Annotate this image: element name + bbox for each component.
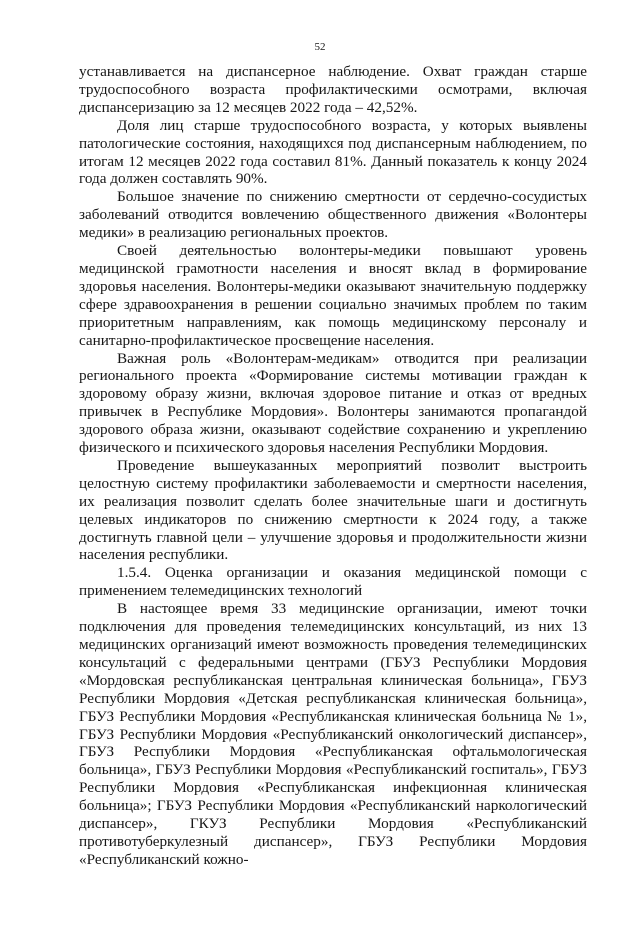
- paragraph: Доля лиц старше трудоспособного возраста, у которых выявлены патологические состояния, находящихся под диспансерным наблюдением, по итогам 12 месяцев 2022 года составил 81%. Данный показатель к концу 2024 года должен составлять 90%.: [79, 116, 587, 188]
- paragraph: Проведение вышеуказанных мероприятий позволит выстроить целостную систему профилактики заболеваемости и смертности населения, их реализация позволит сделать более значительные шаги и достигнуть целевых индикаторов по снижению смертности к 2024 году, а также достигнуть главной цели – улучшение здоровья и продолжительности жизни населения республики.: [79, 456, 587, 564]
- paragraph: Своей деятельностью волонтеры-медики повышают уровень медицинской грамотности населения и вносят вклад в формирование здоровья населения. Волонтеры-медики оказывают значительную поддержку сфере здравоохранения в решении социально значимых проблем по таким приоритетным направлениям, как помощь медицинскому персоналу и санитарно-профилактическое просвещение населения.: [79, 242, 587, 349]
- page-number: 52: [314, 41, 326, 53]
- paragraph: Большое значение по снижению смертности от сердечно-сосудистых заболеваний отводится вовлечению общественного движения «Волонтеры медики» в реализацию региональных проектов.: [79, 188, 587, 242]
- paragraph: 1.5.4. Оценка организации и оказания медицинской помощи с применением телемедицинских технологий: [79, 564, 587, 600]
- paragraph: устанавливается на диспансерное наблюдение. Охват граждан старше трудоспособного возраста профилактическими осмотрами, включая диспансеризацию за 12 месяцев 2022 года – 42,52%.: [79, 63, 587, 116]
- paragraph: Важная роль «Волонтерам-медикам» отводится при реализации регионального проекта «Формирование системы мотивации граждан к здоровому образу жизни, включая здоровое питание и отказ от вредных привычек в Республике Мордовия». Волонтеры занимаются пропагандой здорового образа жизни, оказывают содействие сохранению и укреплению физического и психического здоровья населения Республики Мордовия.: [79, 349, 587, 457]
- paragraph: В настоящее время 33 медицинские организации, имеют точки подключения для проведения телемедицинских консультаций, из них 13 медицинских организаций имеют возможность проведения телемедицинских консультаций с федеральными центрами (ГБУЗ Республики Мордовия «Мордовская республиканская центральная клиническая больница», ГБУЗ Республики Мордовия «Детская республиканская клиническая больница», ГБУЗ Республики Мордовия «Республиканская клиническая больница № 1», ГБУЗ Республики Мордовия «Республиканский онкологический диспансер», ГБУЗ Республики Мордовия «Республиканская офтальмологическая больница», ГБУЗ Республики Мордовия «Республиканский госпиталь», ГБУЗ Республики Мордовия «Республиканская инфекционная клиническая больница»; ГБУЗ Республики Мордовия «Республиканский наркологический диспансер», ГКУЗ Республики Мордовия «Республиканский противотуберкулезный диспансер», ГБУЗ Республики Мордовия «Республиканский кожно-: [79, 600, 587, 868]
- body-text: [79, 63, 587, 869]
